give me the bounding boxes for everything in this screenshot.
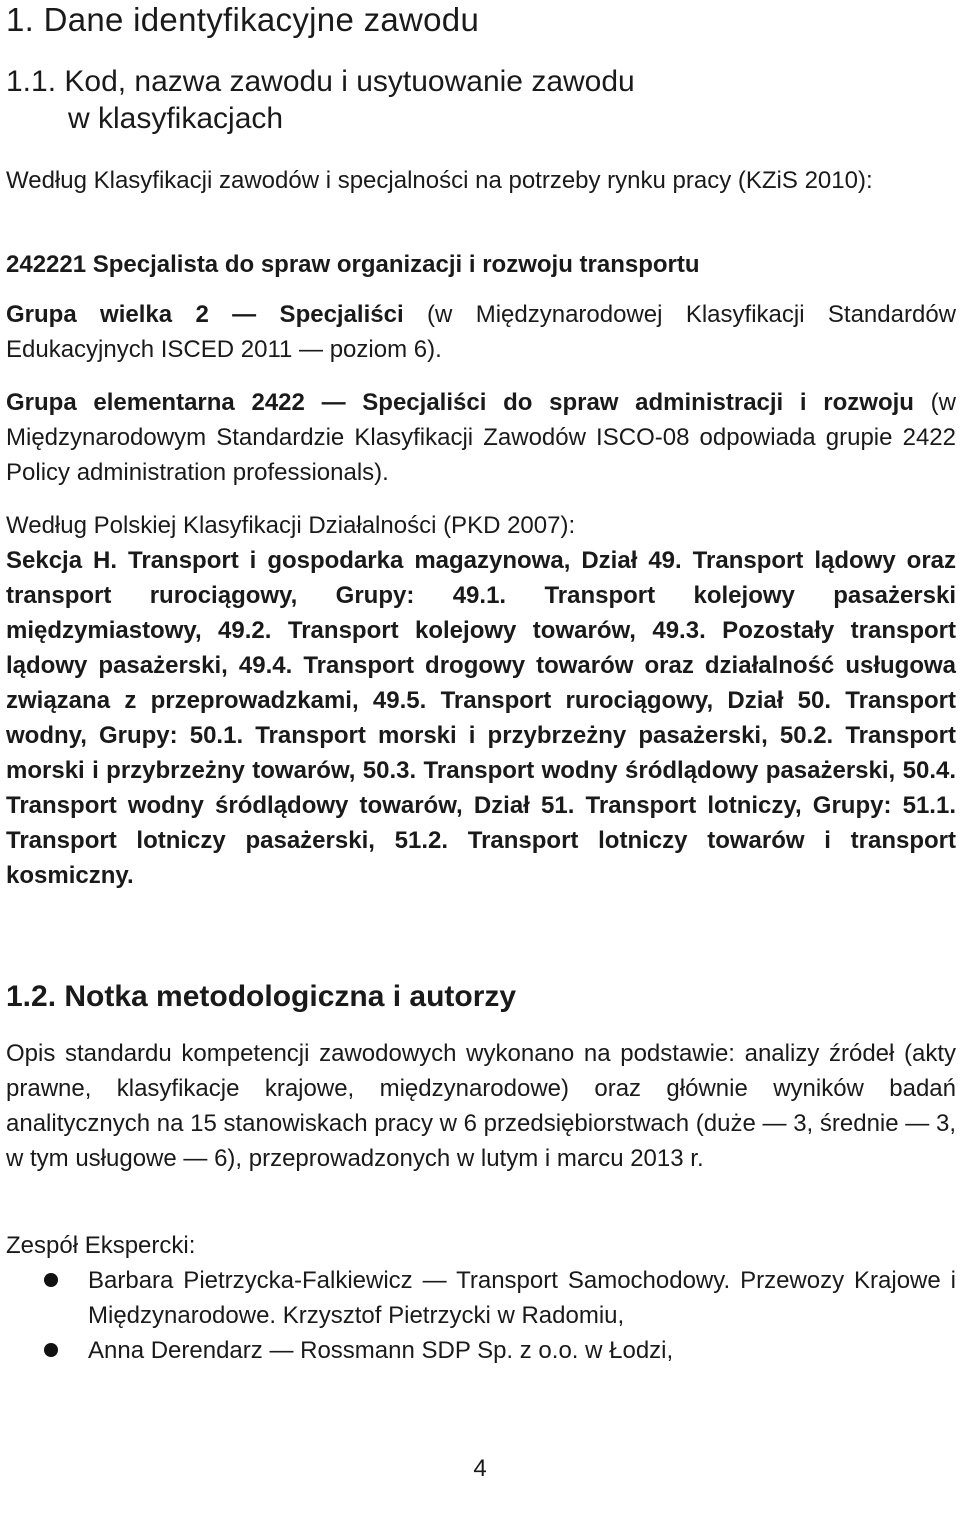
pkd-intro: Według Polskiej Klasyfikacji Działalności (PKD 2007): [6,512,576,539]
kzis-intro: Według Klasyfikacji zawodów i specjalności na potrzeby rynku pracy (KZiS 2010): [6,167,873,194]
pkd-sections [6,543,956,893]
expert-entry: Anna Derendarz — Rossmann SDP Sp. z o.o. w Łodzi, [88,1337,674,1364]
major-group-description: (w Międzynarodowej Klasyfikacji Standardów Edukacyjnych ISCED 2011 — poziom 6). [6,301,956,363]
subsection-title-1-1-line1: 1.1. Kod, nazwa zawodu i usytuowanie zawodu [6,65,635,98]
unit-group [6,385,956,490]
page-number: 4 [473,1455,487,1482]
subsection-title-1-1 [6,63,956,137]
major-group [6,297,956,367]
bullet-icon [44,1273,58,1287]
subsection-title-1-1-line2: w klasyfikacjach [68,102,284,135]
experts-list [6,1263,956,1368]
unit-group-description: (w Międzynarodowym Standardzie Klasyfikacji Zawodów ISCO-08 odpowiada grupie 2422 Policy administration professionals). [6,389,956,486]
unit-group-label: Grupa elementarna 2422 — Specjaliści do spraw administracji i rozwoju [6,389,914,416]
subsection-title-1-2: 1.2. Notka metodologiczna i autorzy [6,980,517,1013]
major-group-label: Grupa wielka 2 — Specjaliści [6,301,404,328]
list-item [6,1333,956,1368]
experts-heading: Zespół Ekspercki: [6,1232,196,1259]
section-title-1: 1. Dane identyfikacyjne zawodu [6,1,480,38]
list-item [6,1263,956,1333]
occupation-code-name-text: 242221 Specjalista do spraw organizacji i rozwoju transportu [6,251,700,278]
pkd-sections-text: Sekcja H. Transport i gospodarka magazynowa, Dział 49. Transport lądowy oraz transport rurociągowy, Grupy: 49.1. Transport kolejowy pasażerski międzymiastowy, 49.2. Transport kolejowy towarów, 49.3. Pozostały transport lądowy pasażerski, 49.4. Transport drogowy towarów oraz działalność usługowa związana z przeprowadzkami, 49.5. Transport rurociągowy, Dział 50. Transport wodny, Grupy: 50.1. Transport morski i przybrzeżny pasażerski, 50.2. Transport morski i przybrzeżny towarów, 50.3. Transport wodny śródlądowy pasażerski, 50.4. Transport wodny śródlądowy towarów, Dział 51. Transport lotniczy, Grupy: 51.1. Transport lotniczy pasażerski, 51.2. Transport lotniczy towarów i transport kosmiczny. [6,547,956,889]
occupation-code-name [6,247,956,282]
bullet-icon [44,1343,58,1357]
methodology-note: Opis standardu kompetencji zawodowych wykonano na podstawie: analizy źródeł (akty prawne, klasyfikacje krajowe, międzynarodowe) oraz głównie wyników badań analitycznych na 15 stanowiskach pracy w 6 przedsiębiorstwach (duże — 3, średnie — 3, w tym usługowe — 6), przeprowadzonych w lutym i marcu 2013 r. [6,1040,956,1172]
expert-entry: Barbara Pietrzycka-Falkiewicz — Transport Samochodowy. Przewozy Krajowe i Międzynarodowe. Krzysztof Pietrzycki w Radomiu, [88,1267,956,1329]
